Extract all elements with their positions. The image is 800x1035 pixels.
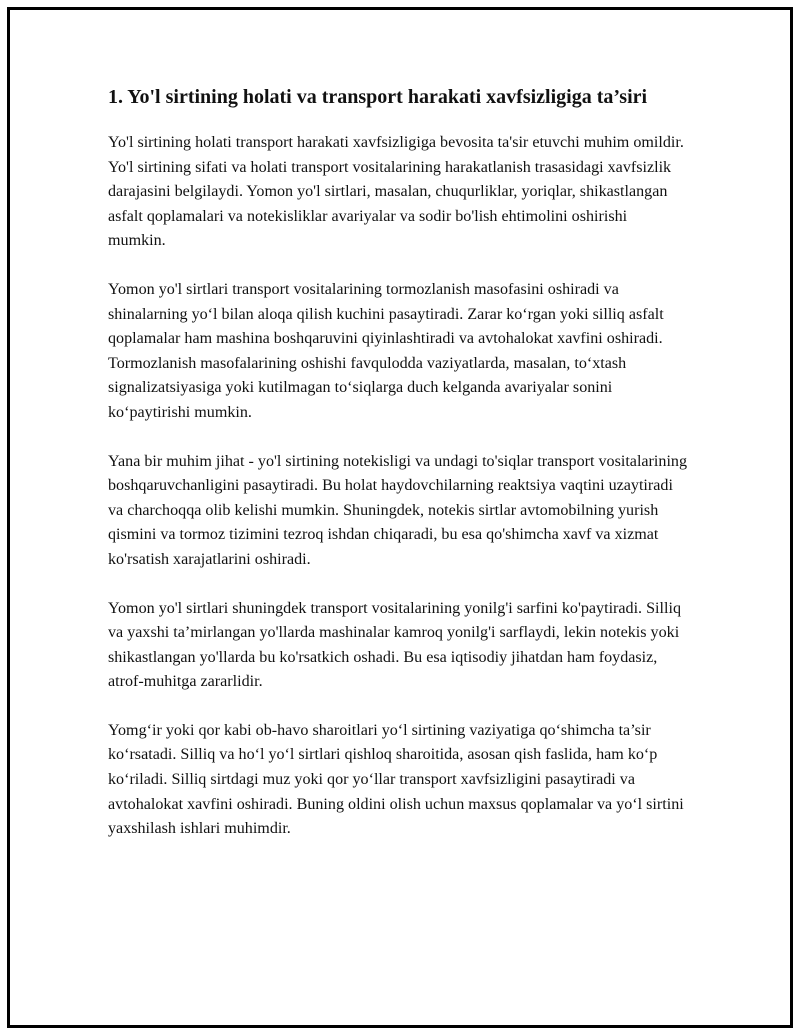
paragraph-2: Yomon yo'l sirtlari transport vositalarining tormozlanish masofasini oshiradi va shinalarning yo‘l bilan aloqa qilish kuchini pasaytiradi. Zarar ko‘rgan yoki silliq asfalt qoplamalar ham mashina boshqaruvini qiyinlashtiradi va avtohalokat xavfini oshiradi. Tormozlanish masofalarining oshishi favqulodda vaziyatlarda, masalan, to‘xtash signalizatsiyasiga yoki kutilmagan to‘siqlarga duch kelganda avariyalar sonini ko‘paytirishi mumkin. (108, 280, 664, 421)
paragraph-3: Yana bir muhim jihat - yo'l sirtining notekisligi va undagi to'siqlar transport vositalarining boshqaruvchanligini pasaytiradi. Bu holat haydovchilarning reaktsiya vaqtini uzaytiradi va charchoqqa olib kelishi mumkin. Shuningdek, notekis sirtlar avtomobilning yurish qismini va tormoz tizimini tezroq ishdan chiqaradi, bu esa qo'shimcha xavf va xizmat ko'rsatish xarajatlarini oshiradi. (108, 452, 688, 568)
section-heading: 1. Yo'l sirtining holati va transport harakati xavfsizligiga ta’siri (108, 86, 648, 108)
paragraph-1: Yo'l sirtining holati transport harakati xavfsizligiga bevosita ta'sir etuvchi muhim omildir. Yo'l sirtining sifati va holati transport vositalarining harakatlanish trasasidagi xavfsizlik darajasini belgilaydi. Yomon yo'l sirtlari, masalan, chuqurliklar, yoriqlar, shikastlangan asfalt qoplamalari va notekisliklar avariyalar va sodir bo'lish ehtimolini oshirishi mumkin. (108, 134, 684, 250)
paragraph-5: Yomg‘ir yoki qor kabi ob-havo sharoitlari yo‘l sirtining vaziyatiga qo‘shimcha ta’sir ko‘rsatadi. Silliq va ho‘l yo‘l sirtlari qishloq sharoitida, asosan qish faslida, ham ko‘p ko‘riladi. Silliq sirtdagi muz yoki qor yo‘llar transport xavfsizligini pasaytiradi va avtohalokat xavfini oshiradi. Buning oldini olish uchun maxsus qoplamalar va yo‘l sirtini yaxshilash ishlari muhimdir. (108, 721, 684, 838)
paragraph-4: Yomon yo'l sirtlari shuningdek transport vositalarining yonilg'i sarfini ko'paytiradi. Silliq va yaxshi ta’mirlangan yo'llarda mashinalar kamroq yonilg'i sarflaydi, lekin notekis yoki shikastlangan yo'llarda bu ko'rsatkich oshadi. Bu esa iqtisodiy jihatdan ham foydasiz, atrof-muhitga zararlidir. (108, 599, 681, 691)
document-body (108, 84, 688, 866)
